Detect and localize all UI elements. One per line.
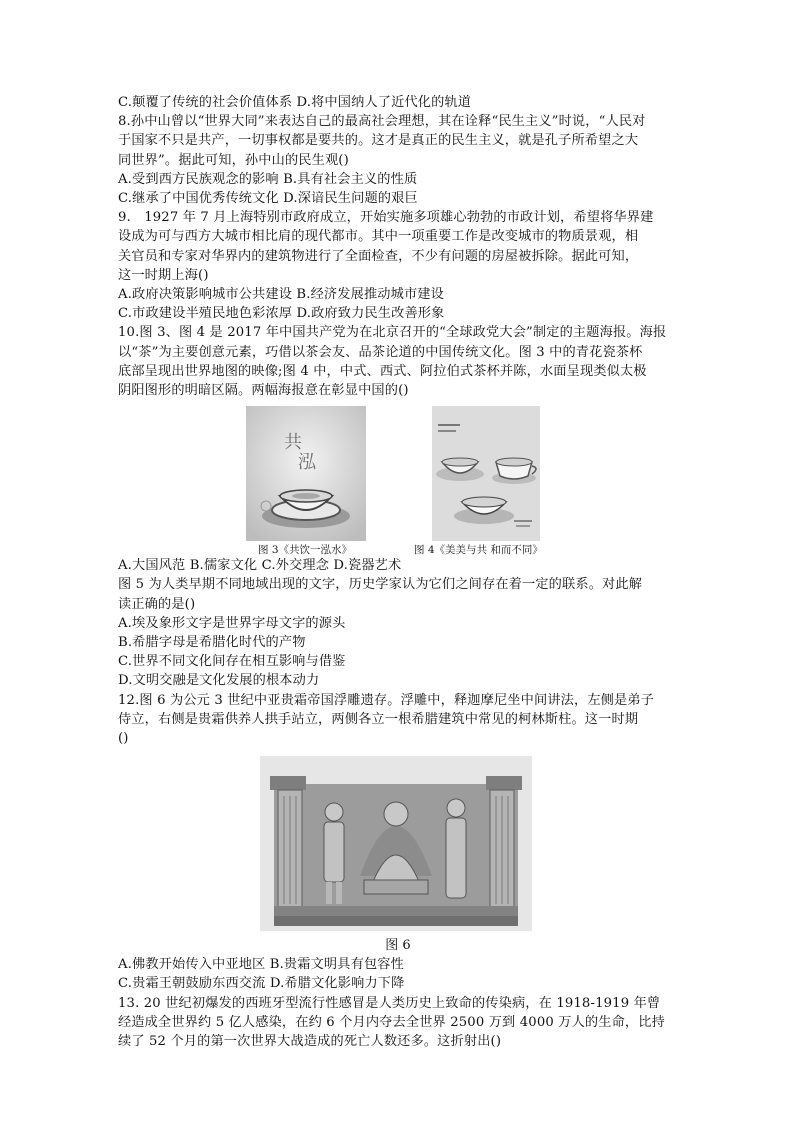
text-line: 以“茶”为主要创意元素，巧借以茶会友、品茶论道的中国传统文化。图 3 中的青花瓷茶杯 [118, 344, 643, 360]
question-block-10-12 [118, 556, 678, 748]
text-line: 这一时期上海() [118, 267, 209, 283]
text-line: C.世界不同文化间存在相互影响与借鉴 [118, 654, 346, 670]
figure-row-3-4 [118, 406, 678, 556]
text-line: 读正确的是() [118, 596, 196, 612]
text-line: 9. 1927 年 7 月上海特别市政府成立，开始实施多项雄心勃勃的市政计划，希望将华界建 [118, 210, 654, 226]
text-line: C.颠覆了传统的社会价值体系 D.将中国纳人了近代化的轨道 [118, 95, 472, 110]
text-line: 关官员和专家对华界内的建筑物进行了全面检查，不少有问题的房屋被拆除。据此可知， [118, 248, 639, 264]
poster-figure-4 [432, 406, 540, 541]
text-line: D.文明交融是文化发展的根本动力 [118, 673, 320, 689]
svg-text:泓: 泓 [298, 452, 316, 474]
figure-3-caption: 图 3《共饮一泓水》 [258, 544, 353, 557]
text-line: A.受到西方民族观念的影响 B.具有社会主义的性质 [118, 171, 418, 187]
tea-cups-illustration-4 [432, 406, 540, 541]
question-block-12-13 [118, 955, 678, 1051]
question-block-8-10 [118, 93, 678, 400]
text-line: C.市政建设半殖民地色彩浓厚 D.政府致力民生改善形象 [118, 306, 445, 322]
text-line: C.贵霜王朝鼓励东西交流 D.希腊文化影响力下降 [118, 976, 405, 992]
text-line: A.埃及象形文字是世界字母文字的源头 [118, 615, 346, 631]
relief-figure-6 [260, 756, 532, 931]
figure-6-caption: 图 6 [385, 938, 411, 954]
text-line: A.大国风范 B.儒家文化 C.外交理念 D.瓷器艺术 [118, 558, 402, 574]
text-line: C.继承了中国优秀传统文化 D.深谙民生问题的艰巨 [118, 191, 418, 207]
text-line: 12.图 6 为公元 3 世纪中亚贵霜帝国浮雕遗存。浮雕中，释迦摩尼坐中间讲法，左侧是弟子 [118, 692, 655, 708]
kushan-relief-illustration [260, 756, 532, 931]
text-line: 同世界”。据此可知，孙中山的民生观() [118, 152, 349, 168]
text-line: 10.图 3、图 4 是 2017 年中国共产党为在北京召开的“全球政党大会”制定的主题海报。海报 [118, 325, 667, 341]
text-line: 经造成全世界约 5 亿人感染，在约 6 个月内夺去全世界 2500 万到 4000 万人的生命，比持 [118, 1014, 665, 1030]
text-line: B.希腊字母是希腊化时代的产物 [118, 635, 306, 651]
text-line: 设成为可与西方大城市相比肩的现代都市。其中一项重要工作是改变城市的物质景观，相 [118, 229, 639, 245]
text-line: 8.孙中山曾以“世界大同”来表达自己的最高社会理想，其在诠释“民生主义”时说，“人民对 [118, 114, 646, 130]
text-line: 续了 52 个月的第一次世界大战造成的死亡人数还多。这折射出() [118, 1034, 502, 1050]
text-line: 图 5 为人类早期不同地域出现的文字，历史学家认为它们之间存在着一定的联系。对此解 [118, 577, 643, 593]
poster-figure-3 [246, 406, 366, 541]
text-line: 底部呈现出世界地图的映像;图 4 中，中式、西式、阿拉伯式茶杯并陈，水面呈现类似太极 [118, 363, 647, 379]
text-line: A.政府决策影响城市公共建设 B.经济发展推动城市建设 [118, 287, 444, 303]
text-line: 侍立，右侧是贵霜供养人拱手站立，两侧各立一根希腊建筑中常见的柯林斯柱。这一时期 [118, 711, 639, 727]
text-line: 于国家不只是共产，一切事权都是要共的。这才是真正的民生主义，就是孔子所希望之大 [118, 133, 639, 149]
figure-4-caption: 图 4《美美与共 和而不同》 [414, 544, 543, 557]
tea-cup-illustration-3 [246, 406, 366, 541]
svg-text:共: 共 [284, 432, 302, 454]
text-line: A.佛教开始传入中亚地区 B.贵霜文明具有包容性 [118, 957, 404, 973]
exam-page [118, 93, 678, 1051]
text-line: () [118, 731, 129, 747]
text-line: 13. 20 世纪初爆发的西班牙型流行性感冒是人类历史上致命的传染病，在 1918-1919 年曾 [118, 995, 661, 1011]
text-line: 阴阳图形的明暗区隔。两幅海报意在彰显中国的() [118, 383, 409, 399]
